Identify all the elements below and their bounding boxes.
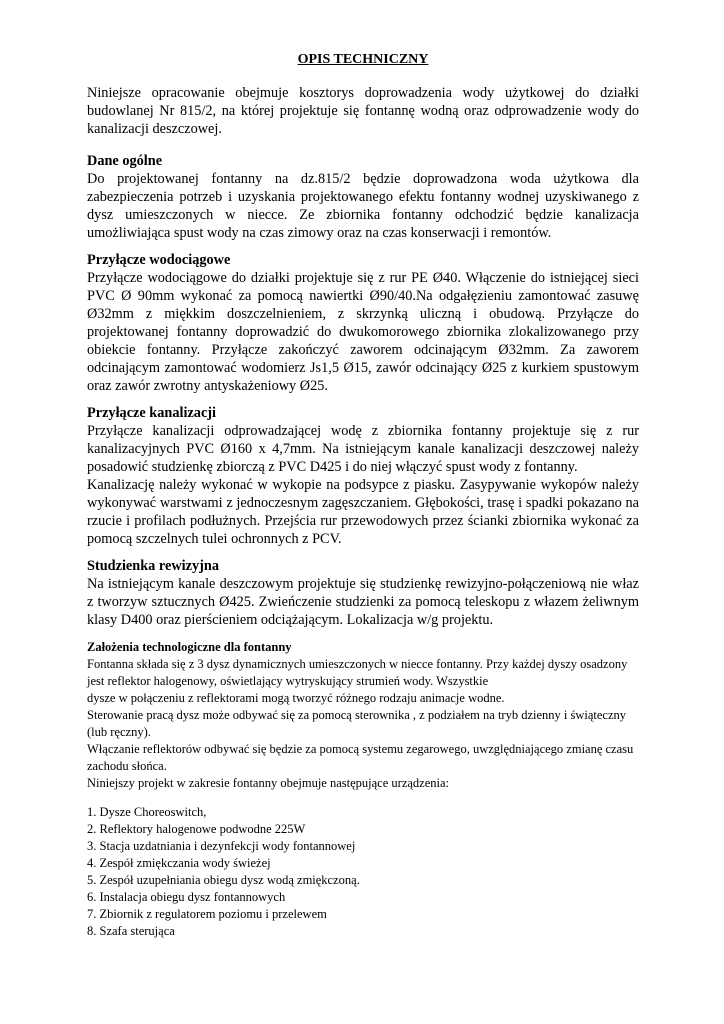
list-item: 1. Dysze Choreoswitch, [87,805,207,819]
section-body-general: Do projektowanej fontanny na dz.815/2 będzie doprowadzona woda użytkowa dla zabezpieczenia potrzeb i uzyskania projektowanego efektu fontanny wodnej uzyskiwanego z dysz umieszczonych w niecce. Ze zbiornika fontanny odchodzić będzie kanalizacja umożliwiająca spust wody na czas zimowy oraz na czas konserwacji i remontów. [87,171,639,241]
section-body-water-connection: Przyłącze wodociągowe do działki projektuje się z rur PE Ø40. Włączenie do istniejącej sieci PVC Ø 90mm wykonać za pomocą nawiertki Ø90/40.Na odgałęzieniu zamontować zasuwę Ø32mm z miękkim doszczelnieniem, z skrzynką uliczną i obudową. Przyłącze do projektowanej fontanny doprowadzić do dwukomorowego zbiornika zlokalizowanego przy obiekcie fontanny. Przyłącze zakończyć zaworem odcinającym Ø32mm. Za zaworem odcinającym zamontować wodomierz Js1,5 Ø15, zawór odcinający Ø25 z kurkiem spustowym oraz zawór zwrotny antyskażeniowy Ø25. [87,270,639,394]
list-item: 3. Stacja uzdatniania i dezynfekcji wody fontannowej [87,839,356,853]
assumptions-line-3: Sterowanie pracą dysz może odbywać się za pomocą sterownika , z podziałem na tryb dzienny i świąteczny (lub ręczny). [87,708,627,739]
list-item: 2. Reflektory halogenowe podwodne 225W [87,822,306,836]
section-heading-water-connection: Przyłącze wodociągowe [87,252,231,268]
assumptions-line-5: Niniejszy projekt w zakresie fontanny obejmuje następujące urządzenia: [87,776,450,790]
assumptions-line-1: Fontanna składa się z 3 dysz dynamicznych umieszczonych w niecce fontanny. Przy każdej dyszy osadzony jest reflektor halogenowy, oświetlający wytryskujący strumień wody. Wszystkie [87,657,628,688]
section-heading-general: Dane ogólne [87,153,163,169]
assumptions-line-4: Włączanie reflektorów odbywać się będzie za pomocą systemu zegarowego, uwzględniającego zmianę czasu zachodu słońca. [87,742,634,773]
document-title: OPIS TECHNICZNY [297,52,429,67]
list-item: 7. Zbiornik z regulatorem poziomu i przelewem [87,907,327,921]
list-item: 4. Zespół zmiękczania wody świeżej [87,856,271,870]
equipment-list [87,804,639,940]
section-heading-inspection-well: Studzienka rewizyjna [87,558,219,574]
list-item: 8. Szafa sterująca [87,924,175,938]
assumptions-line-2: dysze w połączeniu z reflektorami mogą tworzyć różnego rodzaju animacje wodne. [87,691,505,705]
intro-paragraph: Niniejsze opracowanie obejmuje kosztorys doprowadzenia wody użytkowej do działki budowlanej Nr 815/2, na której projektuje się fontannę wodną oraz odprowadzenie wody do kanalizacji deszczowej. [87,85,639,137]
list-item: 6. Instalacja obiegu dysz fontannowych [87,890,286,904]
list-item: 5. Zespół uzupełniania obiegu dysz wodą zmiękczoną. [87,873,360,887]
section-body-inspection-well: Na istniejącym kanale deszczowym projektuje się studzienkę rewizyjno-połączeniową nie właz z tworzyw sztucznych Ø425. Zwieńczenie studzienki za pomocą teleskopu z włazem żeliwnym klasy D400 oraz pierścieniem odciążającym. Lokalizacja w/g projektu. [87,576,639,628]
assumptions-heading: Założenia technologiczne dla fontanny [87,640,292,654]
section-body-sewer-connection-2: Kanalizację należy wykonać w wykopie na podsypce z piasku. Zasypywanie wykopów należy wykonywać warstwami z jednoczesnym zagęszczaniem. Głębokości, trasę i spadki pokazano na rzucie i profilach podłużnych. Przejścia rur przewodowych przez ścianki zbiornika wykonać za pomocą szczelnych tulei ochronnych z PCV. [87,477,639,547]
section-heading-sewer-connection: Przyłącze kanalizacji [87,405,217,421]
section-body-sewer-connection: Przyłącze kanalizacji odprowadzającej wodę z zbiornika fontanny projektuje się z rur kanalizacyjnych PVC Ø160 x 4,7mm. Na istniejącym kanale kanalizacji deszczowej należy posadowić studzienkę zbiorczą z PVC D425 i do niej włączyć spust wody z fontanny. [87,423,639,475]
